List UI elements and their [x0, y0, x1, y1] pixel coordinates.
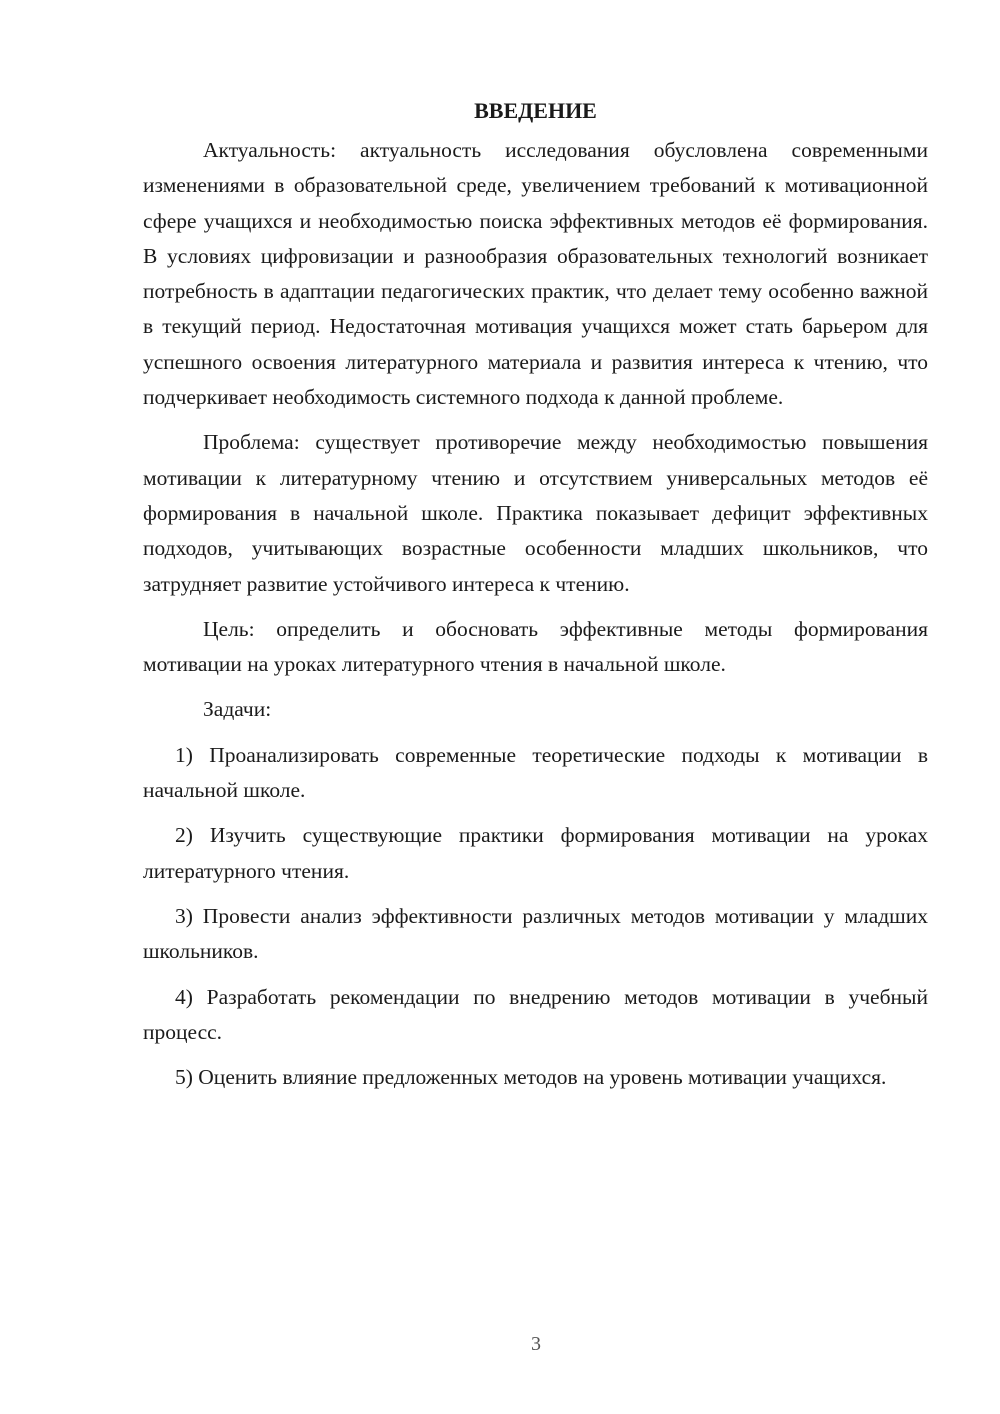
- task-item: 5) Оценить влияние предложенных методов на уровень мотивации учащихся.: [175, 1065, 887, 1090]
- task-item: 2) Изучить существующие практики формирования мотивации на уроках литературного чтения.: [143, 823, 928, 883]
- page-content: [143, 93, 928, 1095]
- problem-paragraph: Проблема: существует противоречие между необходимостью повышения мотивации к литературному чтению и отсутствием универсальных методов её формирования в начальной школе. Практика показывает дефицит эффективных подходов, учитывающих возрастные особенности младших школьников, что затрудняет развитие устойчивого интереса к чтению.: [143, 430, 928, 596]
- relevance-paragraph: Актуальность: актуальность исследования обусловлена современными изменениями в образовательной среде, увеличением требований к мотивационной сфере учащихся и необходимостью поиска эффективных методов её формирования. В условиях цифровизации и разнообразия образовательных технологий возникает потребность в адаптации педагогических практик, что делает тему особенно важной в текущий период. Недостаточная мотивация учащихся может стать барьером для успешного освоения литературного материала и развития интереса к чтению, что подчеркивает необходимость системного подхода к данной проблеме.: [143, 138, 928, 410]
- tasks-label: Задачи:: [203, 697, 272, 722]
- section-heading: ВВЕДЕНИЕ: [474, 98, 597, 123]
- task-item: 4) Разработать рекомендации по внедрению методов мотивации в учебный процесс.: [143, 984, 928, 1044]
- page-number: 3: [531, 1333, 541, 1355]
- task-item: 3) Провести анализ эффективности различных методов мотивации у младших школьников.: [143, 903, 928, 964]
- task-item: 1) Проанализировать современные теоретические подходы к мотивации в начальной школе.: [143, 742, 928, 803]
- goal-paragraph: Цель: определить и обосновать эффективные методы формирования мотивации на уроках литературного чтения в начальной школе.: [143, 616, 928, 677]
